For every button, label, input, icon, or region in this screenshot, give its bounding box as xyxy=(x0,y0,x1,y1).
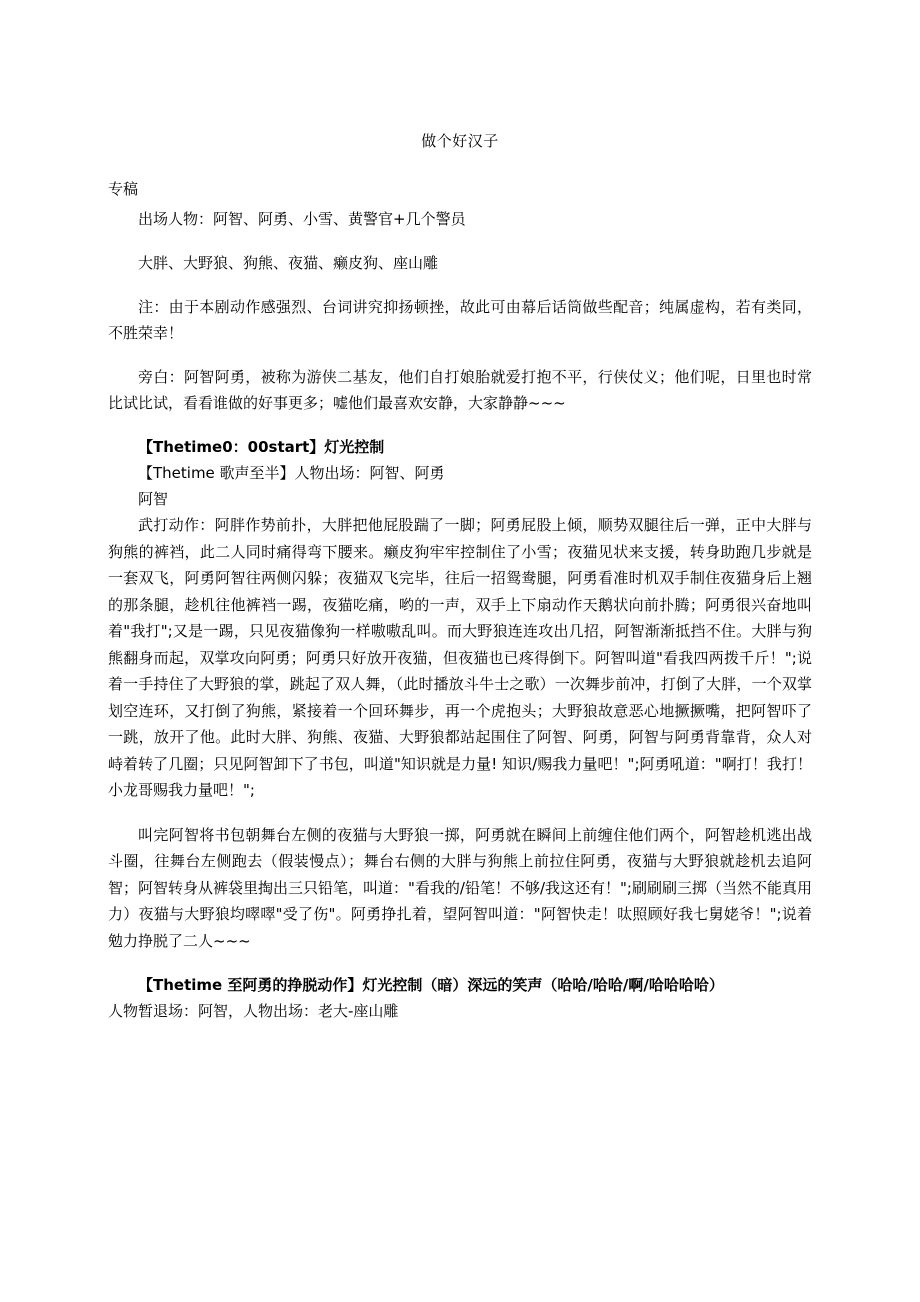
note-paragraph: 注：由于本剧动作感强烈、台词讲究抑扬顿挫，故此可由幕后话筒做些配音；纯属虚构，若有类同，不胜荣幸！ xyxy=(108,298,812,342)
cue-line-3-continued: 人物暂退场：阿智，人物出场：老大-座山雕 xyxy=(108,1002,399,1020)
page-title: 做个好汉子 xyxy=(421,132,499,150)
narration-paragraph: 旁白：阿智阿勇，被称为游侠二基友，他们自打娘胎就爱打抱不平，行侠仗义；他们呢，日里也时常比试比试，看看谁做的好事更多；嘘他们最喜欢安静，大家静静~~~ xyxy=(108,368,812,412)
action-block-paragraph: 武打动作：阿胖作势前扑，大胖把他屁股踹了一脚；阿勇屁股上倾，顺势双腿往后一弹，正中大胖与狗熊的裤裆，此二人同时痛得弯下腰来。癞皮狗牢牢控制住了小雪；夜猫见状来支援，转身助跑几步就是一套双飞，阿勇阿智往两侧闪躲；夜猫双飞完毕，往后一招鸳鸯腿，阿勇看准时机双手制住夜猫身后上翘的那条腿，趁机往他裤裆一踢，夜猫吃痛，哟的一声，双手上下扇动作天鹅状向前扑腾；阿勇很兴奋地叫着"我打";又是一踢，只见夜猫像狗一样嗷嗷乱叫。而大野狼连连攻出几招，阿智渐渐抵挡不住。大胖与狗熊翻身而起，双掌攻向阿勇；阿勇只好放开夜猫，但夜猫也已疼得倒下。阿智叫道"看我四两拨千斤！";说着一手持住了大野狼的掌，跳起了双人舞，（此时播放斗牛士之歌）一次舞步前冲，打倒了大胖，一个双掌划空连环，又打倒了狗熊，紧接着一个回环舞步，再一个虎抱头；大野狼故意恶心地撅撅嘴，把阿智吓了一跳，放开了他。此时大胖、狗熊、夜猫、大野狼都站起围住了阿智、阿勇，阿智与阿勇背靠背，众人对峙着转了几圈；只见阿智卸下了书包，叫道"知识就是力量! 知识/赐我力量吧！";阿勇吼道："啊打！我打！小龙哥赐我力量吧！"; xyxy=(108,516,812,799)
special-label: 专稿 xyxy=(108,180,139,198)
speaker-name: 阿智 xyxy=(138,490,169,508)
cue-line-1: 【Thetime0：00start】灯光控制 xyxy=(138,438,385,456)
cast-line: 出场人物：阿智、阿勇、小雪、黄警官+几个警员 xyxy=(138,210,466,228)
cast-line-2: 大胖、大野狼、狗熊、夜猫、癞皮狗、座山雕 xyxy=(138,254,439,272)
scene-paragraph-2: 叫完阿智将书包朝舞台左侧的夜猫与大野狼一掷，阿勇就在瞬间上前缠住他们两个，阿智趁机逃出战斗圈，往舞台左侧跑去（假装慢点）；舞台右侧的大胖与狗熊上前拉住阿勇，夜猫与大野狼就趁机去追阿智；阿智转身从裤袋里掏出三只铅笔，叫道："看我的/铅笔！不够/我这还有！";刷刷刷三掷（当然不能真用力）夜猫与大野狼均噿噿"受了伤"。阿勇挣扎着，望阿智叫道："阿智快走！呔照顾好我七舅姥爷！";说着勉力挣脱了二人~~~ xyxy=(108,825,812,950)
cue-line-3: 【Thetime 至阿勇的挣脱动作】灯光控制（暗）深远的笑声（哈哈/哈哈/啊/哈哈哈哈） xyxy=(138,976,724,994)
cue-line-2: 【Thetime 歌声至半】人物出场：阿智、阿勇 xyxy=(138,464,445,482)
